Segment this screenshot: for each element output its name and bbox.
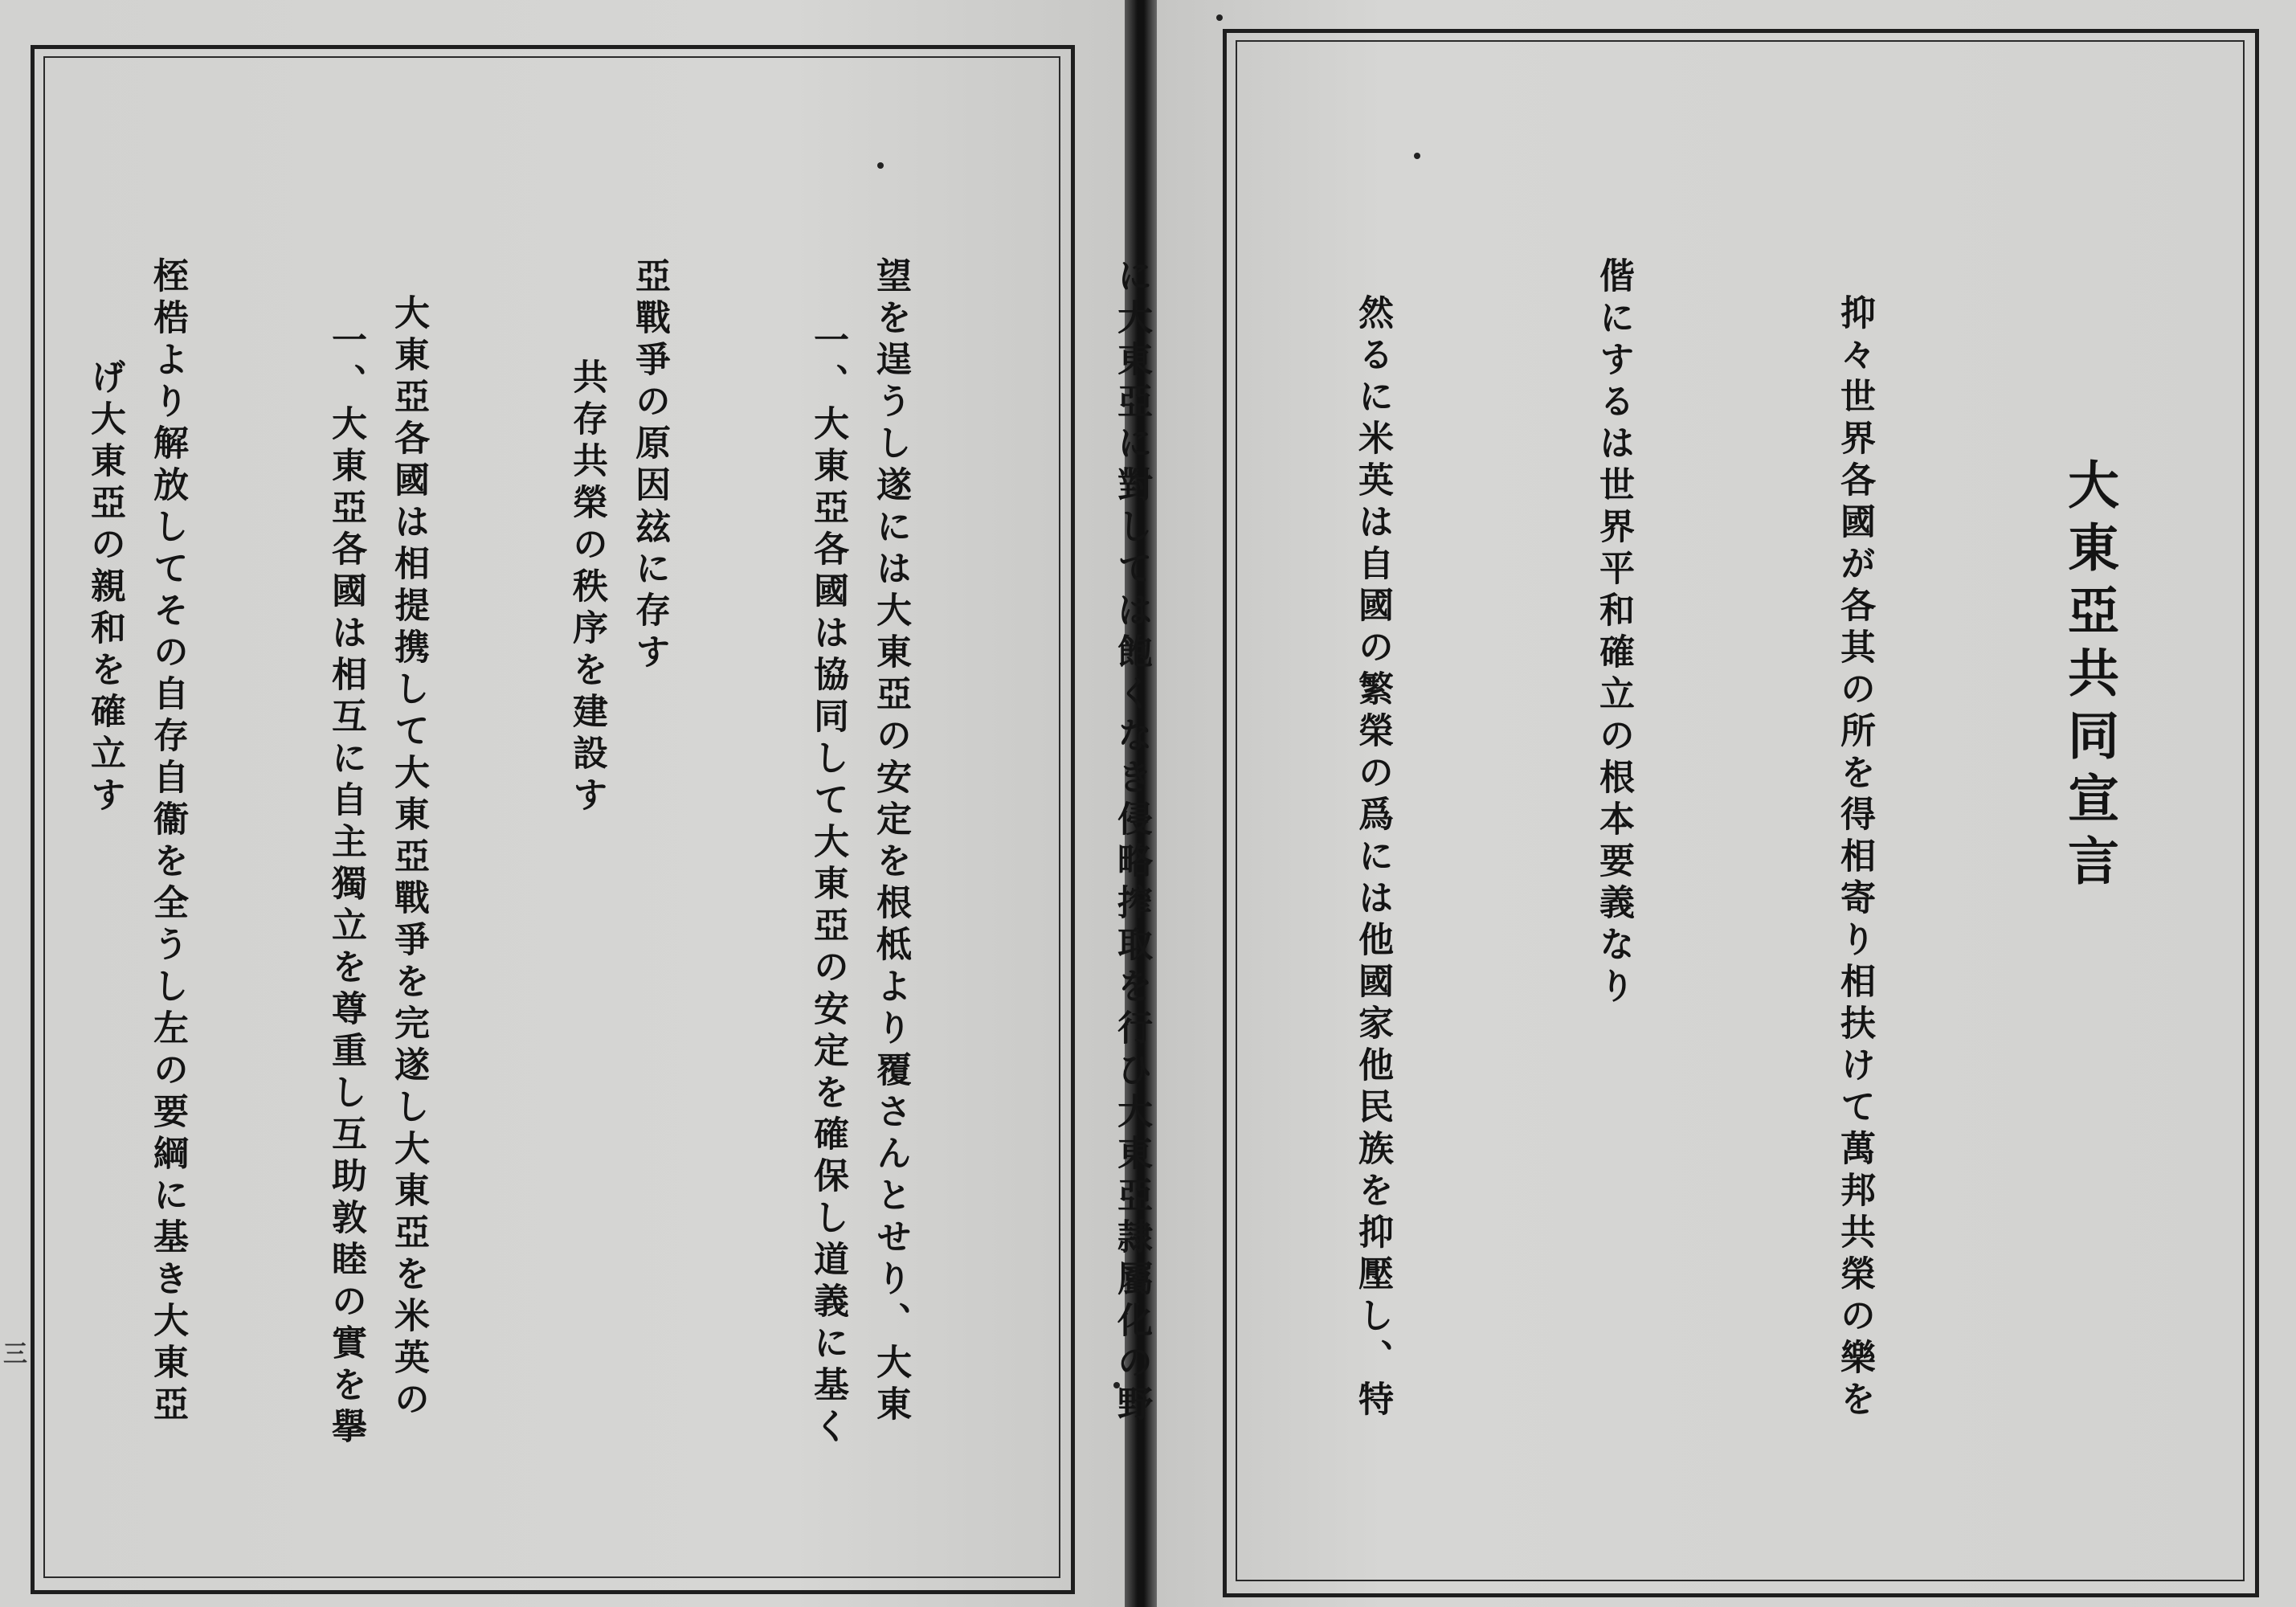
right-page-text xyxy=(0,257,2055,1427)
left-column-2: 共存共榮の秩序を建設す xyxy=(566,358,607,818)
ink-speck xyxy=(1216,14,1223,21)
right-column-3: 然るに米英は自國の繁榮の爲には他國家他民族を抑壓し、特 xyxy=(1352,294,1393,1422)
declaration-title: 大東亞共同宣言 xyxy=(2059,458,2119,897)
left-column-1: 一、大東亞各國は協同して大東亞の安定を確保し道義に基く xyxy=(807,321,848,1450)
page-number: 三 xyxy=(3,1340,27,1368)
left-column-4: げ大東亞の親和を確立す xyxy=(84,358,125,818)
right-column-1: 抑々世界各國が各其の所を得相寄り相扶けて萬邦共榮の樂を xyxy=(1834,294,1875,1422)
right-column-8: 桎梏より解放してその自存自衞を全うし左の要綱に基き大東亞 xyxy=(147,257,188,1427)
right-column-7: 大東亞各國は相提携して大東亞戰爭を完遂し大東亞を米英の xyxy=(388,294,429,1422)
right-column-5: 望を逞うし遂には大東亞の安定を根柢より覆さんとせり、大東 xyxy=(870,257,911,1427)
ink-speck xyxy=(1414,153,1420,159)
left-column-3: 一、大東亞各國は相互に自主獨立を尊重し互助敦睦の實を擧 xyxy=(325,321,366,1450)
right-column-6: 亞戰爭の原因玆に存す xyxy=(629,257,670,675)
right-column-2: 偕にするは世界平和確立の根本要義なり xyxy=(1593,257,1634,1009)
ink-speck xyxy=(877,162,884,169)
right-column-4: に大東亞に對しては飽くなき侵略搾取を行ひ大東亞隷屬化の野 xyxy=(1111,257,1152,1427)
